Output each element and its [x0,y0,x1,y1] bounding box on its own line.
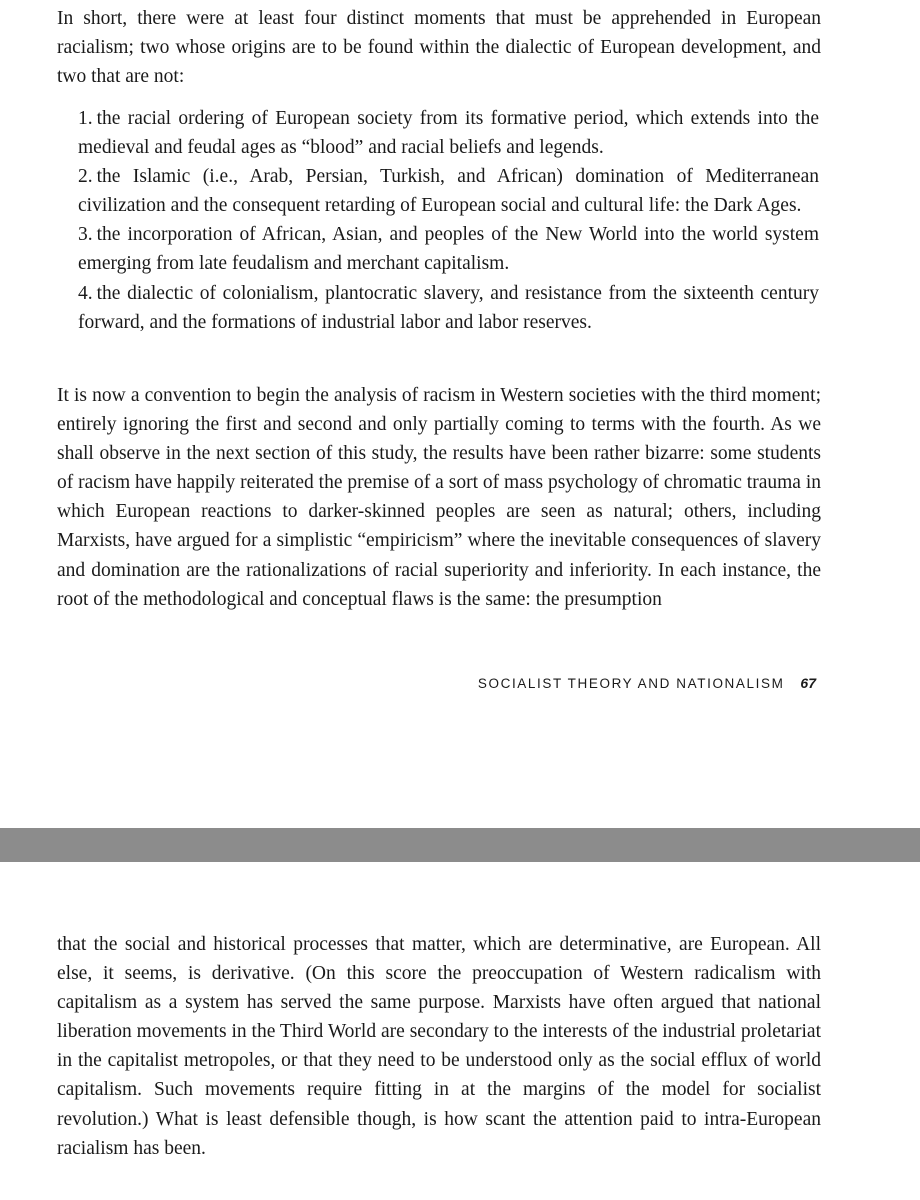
list-item-text: the incorporation of African, Asian, and peoples of the New World into the world system emerging from late feudalism and merchant capitalism. [78,224,819,275]
list-item-text: the racial ordering of European society from its formative period, which extends into the medieval and feudal ages as “blood” and racial beliefs and legends. [78,108,819,159]
main-paragraph: It is now a convention to begin the analysis of racism in Western societies with the third moment; entirely ignoring the first and second and only partially coming to terms with the fourth. As we shall observe in the next section of this study, the results have been rather bizarre: some students of racism have happily reiterated the premise of a sort of mass psychology of chromatic trauma in which European reactions to darker-skinned peoples are seen as natural; others, including Marxists, have argued for a simplistic “empiricism” where the inevitable consequences of slavery and domination are the rationalizations of racial superiority and inferiority. In each instance, the root of the methodological and conceptual flaws is the same: the presumption [57,385,821,610]
page-footer [478,675,816,691]
continuation-paragraph: that the social and historical processes that matter, which are determinative, are European. All else, it seems, is derivative. (On this score the preoccupation of Western radicalism with capitalism as a system has served the same purpose. Marxists have often argued that national liberation movements in the Third World are secondary to the interests of the industrial proletariat in the capitalist metropoles, or that they need to be understood only as the social efflux of world capitalism. Such movements require fitting in at the margins of the model for socialist revolution.) What is least defensible though, is how scant the attention paid to intra-European racialism has been. [57,934,821,1159]
running-footer-title: SOCIALIST THEORY AND NATIONALISM [477,676,785,691]
four-moments-list [78,104,819,337]
list-item [78,279,819,337]
list-item-number: 2. [78,166,93,188]
list-item [78,104,819,162]
list-item-number: 1. [78,108,93,129]
list-item-text: the Islamic (i.e., Arab, Persian, Turkish, and African) domination of Mediterranean civilization and the consequent retarding of European social and cultural life: the Dark Ages. [78,166,819,217]
list-item-text: the dialectic of colonialism, plantocratic slavery, and resistance from the sixteenth century forward, and the formations of industrial labor and labor reserves. [78,282,819,333]
list-item-number: 4. [78,282,93,304]
list-item [78,162,819,220]
page-number: 67 [800,675,816,691]
intro-paragraph: In short, there were at least four distinct moments that must be apprehended in European racialism; two whose origins are to be found within the dialectic of European development, and two that are not: [57,8,821,88]
page-gap-divider [0,828,920,862]
list-item [78,220,819,278]
list-item-number: 3. [78,224,93,246]
